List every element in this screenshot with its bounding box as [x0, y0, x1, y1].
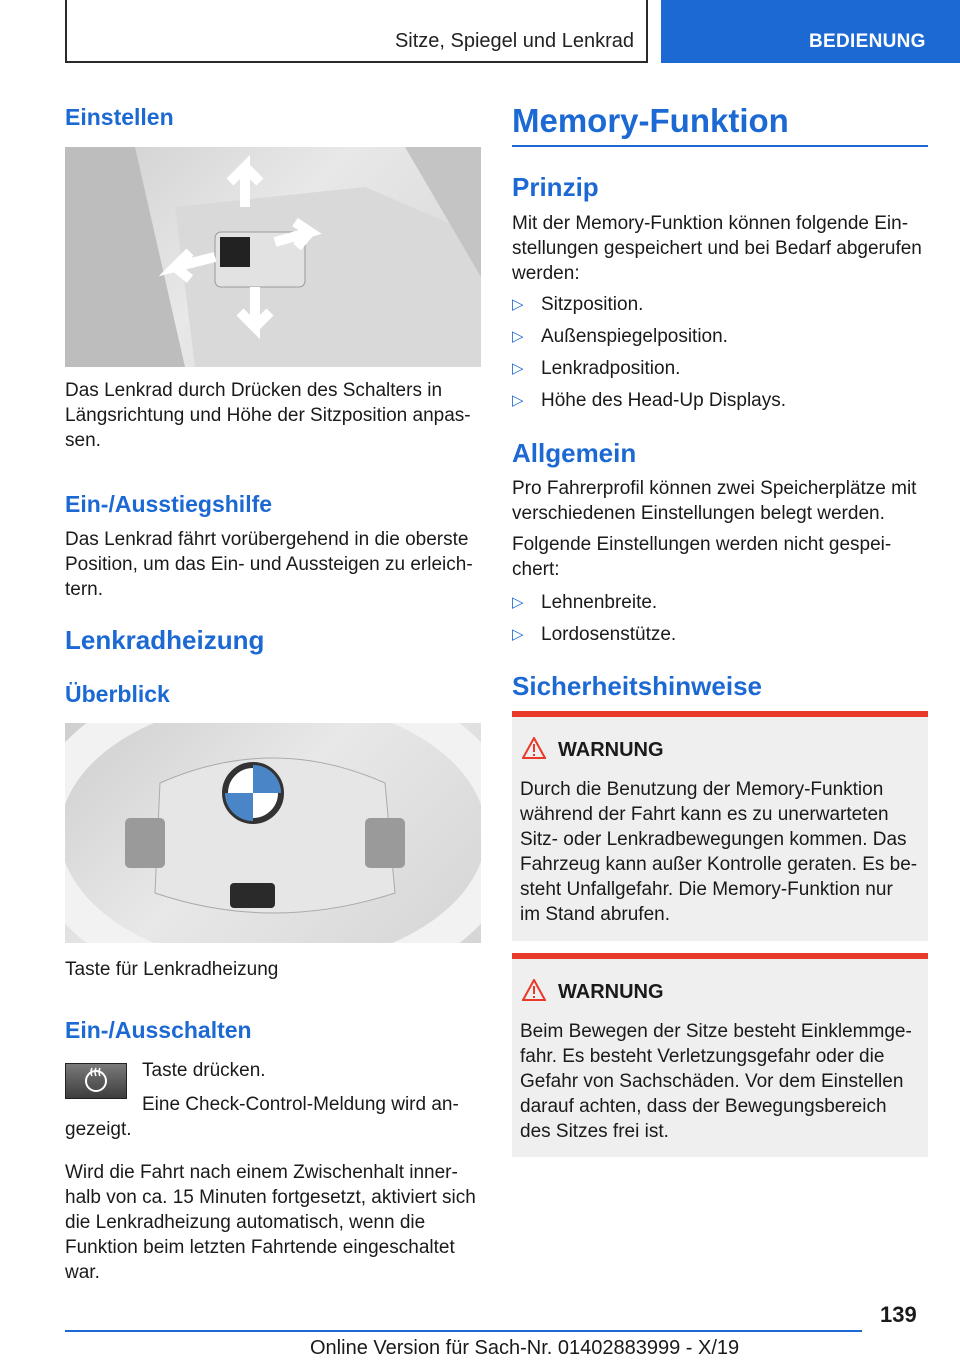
warning-label: WARNUNG: [558, 739, 664, 761]
einstieg-text-2: Position, um das Ein- und Aussteigen zu erleich-: [65, 554, 473, 575]
warning-box-2: [512, 953, 928, 1157]
warning-triangle-icon: [522, 979, 546, 1001]
heading-ein-ausschalten: Ein-/Ausschalten: [65, 1017, 252, 1043]
prinzip-text-2: stellungen gespeichert und bei Bedarf abgerufen: [512, 238, 922, 259]
triangle-bullet-icon: ▷: [512, 360, 524, 377]
auto-text-3: die Lenkradheizung automatisch, wenn die: [65, 1212, 426, 1233]
triangle-bullet-icon: ▷: [512, 392, 524, 409]
warning-line: Beim Bewegen der Sitze besteht Einklemmge-: [520, 1021, 912, 1042]
allgemein-text-1: Pro Fahrerprofil können zwei Speicherplätze mit: [512, 478, 917, 499]
heading-prinzip: Prinzip: [512, 172, 599, 202]
auto-text-1: Wird die Fahrt nach einem Zwischenhalt inner-: [65, 1162, 458, 1183]
warning-line: steht Unfallgefahr. Die Memory-Funktion nur: [520, 879, 893, 900]
auto-text-4: Funktion beim letzten Fahrtende eingeschaltet: [65, 1237, 455, 1258]
auto-text-5: war.: [65, 1262, 100, 1283]
warning-line: Sitz- oder Lenkradbewegungen kommen. Das: [520, 829, 907, 850]
einstieg-text-1: Das Lenkrad fährt vorübergehend in die oberste: [65, 529, 469, 550]
einstellen-text-3: sen.: [65, 430, 101, 451]
footer-divider: [65, 1330, 862, 1332]
heading-allgemein: Allgemein: [512, 438, 637, 468]
steering-wheel-image: [65, 723, 481, 943]
steering-adjust-image: [65, 147, 481, 367]
steering-column-illustration: [65, 147, 481, 367]
triangle-bullet-icon: ▷: [512, 328, 524, 345]
einstieg-text-3: tern.: [65, 579, 104, 600]
einstellen-text-2: Längsrichtung und Höhe der Sitzposition anpas-: [65, 405, 471, 426]
warning-line: Gefahr von Sachschäden. Vor dem Einstellen: [520, 1071, 904, 1092]
warning-box-1: [512, 711, 928, 941]
heading-sicherheitshinweise: Sicherheitshinweise: [512, 671, 762, 701]
warning-line: im Stand abrufen.: [520, 904, 670, 925]
prinzip-text-1: Mit der Memory-Funktion können folgende Ein-: [512, 213, 909, 234]
auto-text-2: halb von ca. 15 Minuten fortgesetzt, aktiviert sich: [65, 1187, 476, 1208]
header-box: [65, 0, 648, 63]
heading-underline: [512, 145, 928, 147]
allgemein-text-2: verschiedenen Einstellungen belegt werden.: [512, 503, 885, 524]
prinzip-text-3: werden:: [512, 263, 580, 284]
warning-line: Durch die Benutzung der Memory-Funktion: [520, 779, 884, 800]
warning-line: des Sitzes frei ist.: [520, 1121, 669, 1142]
heading-ausstiegshilfe: Ein-/Ausstiegshilfe: [65, 491, 273, 517]
einstellen-text-1: Das Lenkrad durch Drücken des Schalters in: [65, 380, 443, 401]
chapter-tab[interactable]: [661, 0, 960, 63]
triangle-bullet-icon: ▷: [512, 626, 524, 643]
schalten-text-3: gezeigt.: [65, 1119, 132, 1140]
page-number: 139: [880, 1302, 917, 1327]
warning-line: darauf achten, dass der Bewegungsbereich: [520, 1096, 887, 1117]
heading-lenkradheizung: Lenkradheizung: [65, 625, 265, 655]
heading-ueberblick: Überblick: [65, 681, 170, 707]
steering-heat-key-icon: [65, 1063, 127, 1099]
allgemein-text-3: Folgende Einstellungen werden nicht gespei-: [512, 534, 892, 555]
warning-label: WARNUNG: [558, 981, 664, 1003]
warning-line: Fahrzeug kann außer Kontrolle geraten. Es be-: [520, 854, 918, 875]
schalten-text-1: Taste drücken.: [142, 1060, 266, 1081]
heading-einstellen: Einstellen: [65, 104, 174, 130]
warning-triangle-icon: [522, 737, 546, 759]
heading-memory-funktion: Memory-Funktion: [512, 102, 789, 139]
schalten-text-2: Eine Check-Control-Meldung wird an-: [142, 1094, 459, 1115]
warning-line: während der Fahrt kann es zu unerwarteten: [520, 804, 889, 825]
steering-wheel-illustration: [65, 723, 481, 943]
footer-online-version: Online Version für Sach-Nr. 01402883999 - X/19: [310, 1337, 740, 1359]
triangle-bullet-icon: ▷: [512, 296, 524, 313]
warning-line: fahr. Es besteht Verletzungsgefahr oder die: [520, 1046, 885, 1067]
section-title: Sitze, Spiegel und Lenkrad: [394, 30, 634, 52]
allgemein-text-4: chert:: [512, 559, 560, 580]
triangle-bullet-icon: ▷: [512, 594, 524, 611]
chapter-tab-label: BEDIENUNG: [809, 31, 926, 52]
image-caption: Taste für Lenkradheizung: [65, 959, 279, 980]
